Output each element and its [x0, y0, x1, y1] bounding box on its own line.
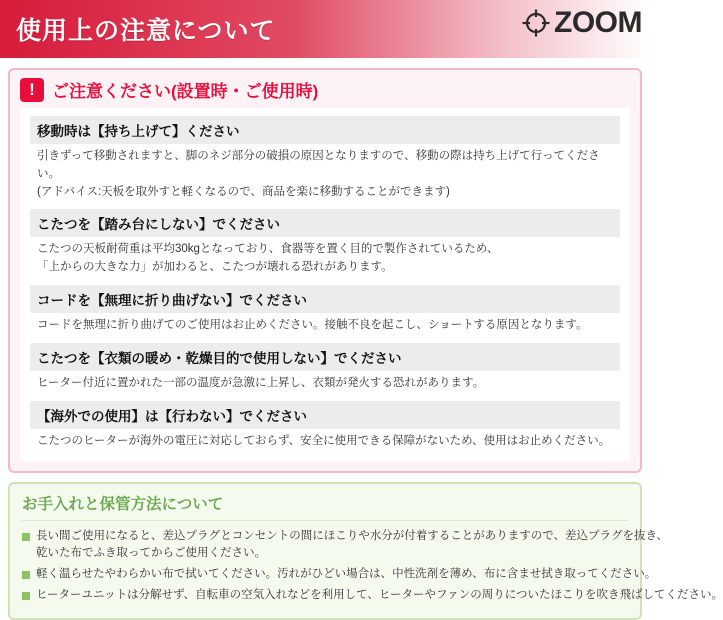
caution-section-heading: 【海外での使用】は【行わない】でください	[30, 401, 620, 429]
care-panel	[8, 482, 723, 620]
care-item-line: ヒーターユニットは分解せず、自転車の空気入れなどを利用して、ヒーターやファンの周りについたほこりを吹き飛ばしてください。	[36, 588, 723, 601]
zoom-target-icon	[521, 8, 551, 38]
square-bullet-icon	[22, 533, 30, 541]
care-item-line: 乾いた布でふき取ってからご使用ください。	[36, 547, 266, 560]
caution-section-line: 「上からの大きな力」が加わると、こたつが壊れる恐れがあります。	[37, 261, 393, 274]
square-bullet-icon	[22, 571, 30, 579]
care-list-item	[22, 566, 657, 584]
page-header	[0, 0, 650, 58]
care-item-line: 長い間ご使用になると、差込プラグとコンセントの間にほこりや水分が付着することがありますので、差込プラグを抜き、	[36, 529, 669, 542]
caution-section-heading: コードを【無理に折り曲げない】でください	[30, 285, 620, 313]
caution-section-line: (アドバイス:天板を取外すと軽くなるので、商品を楽に移動することができます)	[37, 185, 450, 198]
caution-section	[30, 401, 620, 451]
caution-section-line: こたつの天板耐荷重は平均30kgとなっており、食器等を置く目的で製作されているため、	[37, 243, 499, 256]
caution-section-line: ヒーター付近に置かれた一部の温度が急激に上昇し、衣類が発火する恐れがあります。	[37, 376, 485, 389]
caution-section-heading: こたつを【衣類の暖め・乾燥目的で使用しない】でください	[30, 343, 620, 371]
caution-section-line: 引きずって移動されますと、脚のネジ部分の破損の原因となりますので、移動の際は持ち上げて行ってください。	[37, 150, 600, 180]
care-list-item	[22, 587, 723, 605]
caution-panel	[8, 68, 642, 473]
brand-logo-group	[521, 8, 642, 38]
caution-section-heading: こたつを【踏み台にしない】でください	[30, 209, 620, 237]
caution-body	[20, 108, 630, 461]
exclamation-icon: !	[20, 78, 44, 102]
caution-section-line: こたつのヒーターが海外の電圧に対応しておらず、安全に使用できる保障がないため、使用はお止めください。	[37, 434, 611, 447]
care-item-line: 軽く温らせたやわらかい布で拭いてください。汚れがひどい場合は、中性洗剤を薄め、布に含ませ拭き取ってください。	[36, 568, 657, 581]
caution-section	[30, 116, 620, 201]
caution-section	[30, 343, 620, 393]
care-list-item	[22, 528, 669, 564]
square-bullet-icon	[22, 592, 30, 600]
care-title: お手入れと保管方法について	[22, 492, 628, 521]
caution-section	[30, 285, 620, 335]
caution-section-line: コードを無理に折り曲げてのご使用はお止めください。接触不良を起こし、ショートする原因となります。	[37, 319, 588, 332]
caution-header	[10, 70, 640, 108]
brand-name: ZOOM	[554, 6, 642, 39]
page-title: 使用上の注意について	[16, 17, 276, 45]
caution-section	[30, 209, 620, 277]
caution-title: ご注意ください(設置時・ご使用時)	[52, 82, 319, 101]
caution-section-heading: 移動時は【持ち上げて】ください	[30, 116, 620, 144]
